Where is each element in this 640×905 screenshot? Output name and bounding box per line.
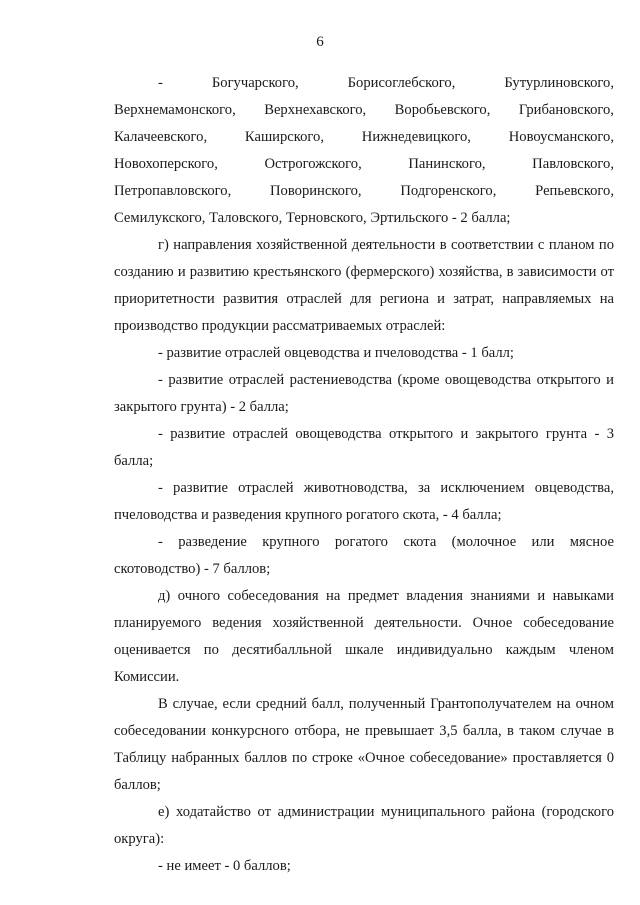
district-word: Грибановского, xyxy=(518,102,614,118)
document-body xyxy=(114,70,614,880)
district-word: Павловского, xyxy=(532,156,614,172)
paragraph-e-intro: е) ходатайство от администрации муниципального района (городского округа): xyxy=(114,804,614,847)
district-word: Поворинского, xyxy=(270,183,362,199)
district-word: Калачеевского, xyxy=(114,129,208,145)
list-item-g-2: - развитие отраслей растениеводства (кроме овощеводства открытого и закрытого грунта) - 2 балла; xyxy=(114,372,614,415)
list-item-g-1: - развитие отраслей овцеводства и пчеловодства - 1 балл; xyxy=(158,345,514,361)
paragraph-d-intro: д) очного собеседования на предмет владения знаниями и навыками планируемого ведения хозяйственной деятельности. Очное собеседование оценивается по десятибалльной шкале индивидуально каждым членом Комиссии. xyxy=(114,588,614,685)
district-word: Верхнехавского, xyxy=(264,102,367,118)
paragraph-g-intro: г) направления хозяйственной деятельности в соответствии с планом по созданию и развитию крестьянского (фермерского) хозяйства, в зависимости от приоритетности развития отраслей для региона и затрат, направляемых на производство продукции рассматриваемых отраслей: xyxy=(114,237,614,334)
paragraph-d-case: В случае, если средний балл, полученный Грантополучателем на очном собеседовании конкурсного отбора, не превышает 3,5 балла, в таком случае в Таблицу набранных баллов по строке «Очное собеседование» проставляется 0 баллов; xyxy=(114,696,614,793)
page-number: 6 xyxy=(316,34,324,50)
district-line-1 xyxy=(114,70,614,97)
district-last-line: Семилукского, Таловского, Терновского, Эртильского - 2 балла; xyxy=(114,210,511,226)
district-word: Острогожского, xyxy=(264,156,362,172)
district-word: Петропавловского, xyxy=(114,183,232,199)
district-word: Новохоперского, xyxy=(114,156,218,172)
district-word: Бутурлиновского, xyxy=(504,75,614,91)
district-word: Панинского, xyxy=(408,156,486,172)
district-word: Новоусманского, xyxy=(508,129,614,145)
district-word: Богучарского, xyxy=(211,75,299,91)
district-word: Репьевского, xyxy=(535,183,614,199)
list-item-e-1: - не имеет - 0 баллов; xyxy=(158,858,291,874)
district-word: Воробьевского, xyxy=(394,102,491,118)
district-word: Подгоренского, xyxy=(400,183,497,199)
district-line-4 xyxy=(114,151,614,178)
district-word: Борисоглебского, xyxy=(347,75,456,91)
district-line-3 xyxy=(114,124,614,151)
district-word: Нижнедевицкого, xyxy=(361,129,471,145)
district-word: Каширского, xyxy=(244,129,324,145)
list-item-g-5: - разведение крупного рогатого скота (молочное или мясное скотоводство) - 7 баллов; xyxy=(114,534,614,577)
district-word: - xyxy=(158,75,163,91)
district-word: Верхнемамонского, xyxy=(114,102,236,118)
list-item-g-3: - развитие отраслей овощеводства открытого и закрытого грунта - 3 балла; xyxy=(114,426,614,469)
list-item-g-4: - развитие отраслей животноводства, за исключением овцеводства, пчеловодства и разведения крупного рогатого скота, - 4 балла; xyxy=(114,480,614,523)
district-line-5 xyxy=(114,178,614,205)
district-line-2 xyxy=(114,97,614,124)
